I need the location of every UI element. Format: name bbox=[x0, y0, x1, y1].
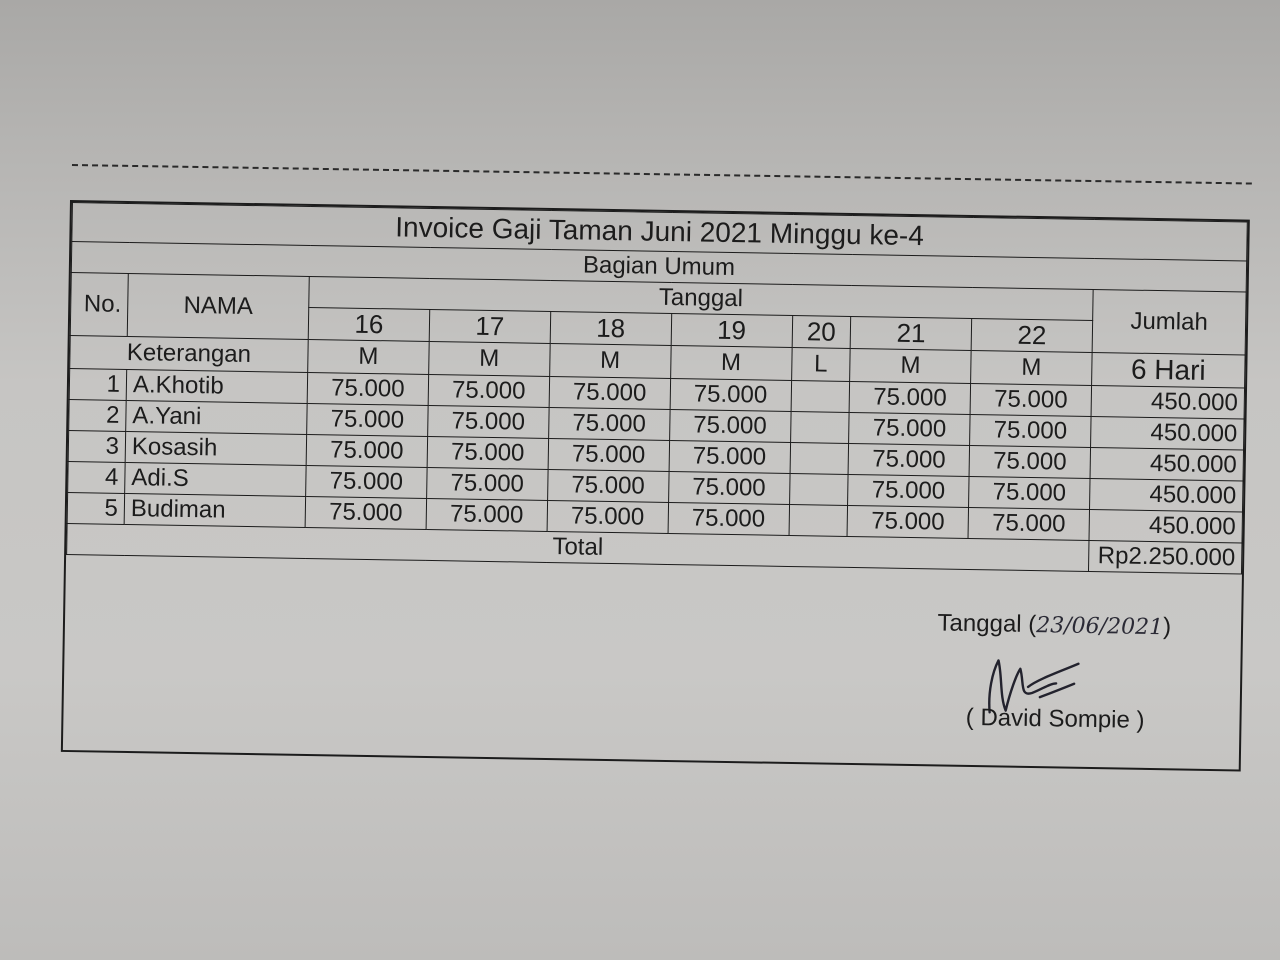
daily-wage: 75.000 bbox=[970, 383, 1091, 416]
day-header: 16 bbox=[308, 307, 429, 341]
invoice-title: Invoice Gaji Taman Juni 2021 Minggu ke-4 bbox=[72, 203, 1247, 261]
daily-wage bbox=[791, 380, 850, 412]
header-keterangan: Keterangan bbox=[70, 336, 309, 373]
daily-wage: 75.000 bbox=[547, 469, 668, 502]
handwritten-date: 23/06/2021 bbox=[1036, 613, 1164, 641]
daily-wage: 75.000 bbox=[970, 414, 1091, 447]
header-nama: NAMA bbox=[127, 273, 309, 339]
day-code: M bbox=[971, 350, 1092, 385]
daily-wage: 75.000 bbox=[305, 496, 426, 529]
department-label: Bagian Umum bbox=[71, 242, 1246, 292]
signature-area bbox=[63, 555, 1241, 732]
daily-wage: 75.000 bbox=[549, 376, 670, 409]
day-code: M bbox=[549, 343, 670, 378]
total-label: Total bbox=[67, 523, 1089, 571]
row-number: 1 bbox=[69, 369, 127, 401]
daily-wage: 75.000 bbox=[307, 372, 428, 405]
signer-name: ( David Sompie ) bbox=[965, 703, 1145, 734]
day-code: M bbox=[850, 348, 971, 383]
invoice-table bbox=[66, 202, 1248, 574]
daily-wage: 75.000 bbox=[306, 434, 427, 467]
tear-line bbox=[72, 164, 1252, 185]
jumlah-hari: 6 Hari bbox=[1092, 352, 1246, 388]
daily-wage: 75.000 bbox=[548, 407, 669, 440]
daily-wage: 75.000 bbox=[669, 440, 790, 473]
day-header: 18 bbox=[550, 311, 671, 345]
row-number: 3 bbox=[68, 431, 126, 463]
daily-wage bbox=[790, 411, 849, 443]
employee-name: Adi.S bbox=[125, 462, 306, 496]
daily-wage bbox=[789, 504, 848, 536]
row-number: 5 bbox=[67, 493, 125, 525]
employee-name: Kosasih bbox=[125, 431, 306, 465]
daily-wage: 75.000 bbox=[847, 505, 968, 538]
daily-wage: 75.000 bbox=[668, 471, 789, 504]
daily-wage: 75.000 bbox=[306, 465, 427, 498]
row-total: 450.000 bbox=[1089, 509, 1242, 543]
daily-wage: 75.000 bbox=[969, 445, 1090, 478]
header-no: No. bbox=[70, 273, 128, 337]
row-total: 450.000 bbox=[1090, 447, 1243, 481]
daily-wage: 75.000 bbox=[548, 438, 669, 471]
daily-wage: 75.000 bbox=[428, 374, 549, 407]
daily-wage: 75.000 bbox=[849, 412, 970, 445]
day-header: 17 bbox=[429, 309, 550, 343]
row-number: 2 bbox=[69, 400, 127, 432]
day-code: L bbox=[791, 347, 850, 381]
daily-wage: 75.000 bbox=[670, 378, 791, 411]
daily-wage: 75.000 bbox=[426, 498, 547, 531]
daily-wage: 75.000 bbox=[427, 436, 548, 469]
employee-name: A.Yani bbox=[126, 400, 307, 434]
day-header: 19 bbox=[671, 313, 792, 347]
daily-wage bbox=[789, 473, 848, 505]
daily-wage: 75.000 bbox=[668, 502, 789, 535]
employee-name: Budiman bbox=[124, 493, 305, 527]
day-header: 22 bbox=[971, 318, 1092, 352]
daily-wage: 75.000 bbox=[848, 474, 969, 507]
day-code: M bbox=[429, 341, 550, 376]
header-jumlah: Jumlah bbox=[1092, 289, 1246, 355]
daily-wage: 75.000 bbox=[968, 507, 1089, 540]
daily-wage: 75.000 bbox=[849, 381, 970, 414]
row-total: 450.000 bbox=[1091, 385, 1244, 419]
daily-wage: 75.000 bbox=[848, 443, 969, 476]
day-header: 20 bbox=[792, 315, 851, 348]
row-total: 450.000 bbox=[1090, 478, 1243, 512]
invoice-form bbox=[61, 200, 1250, 771]
row-total: 450.000 bbox=[1091, 416, 1244, 450]
daily-wage: 75.000 bbox=[547, 500, 668, 533]
employee-name: A.Khotib bbox=[126, 369, 307, 403]
date-close: ) bbox=[1162, 613, 1172, 641]
daily-wage: 75.000 bbox=[669, 409, 790, 442]
daily-wage: 75.000 bbox=[969, 476, 1090, 509]
row-number: 4 bbox=[68, 462, 126, 494]
grand-total: Rp2.250.000 bbox=[1088, 540, 1241, 574]
day-code: M bbox=[670, 345, 791, 380]
day-header: 21 bbox=[850, 316, 971, 350]
signature-date bbox=[937, 609, 1171, 641]
daily-wage bbox=[790, 442, 849, 474]
day-code: M bbox=[308, 339, 429, 374]
daily-wage: 75.000 bbox=[426, 467, 547, 500]
header-tanggal: Tanggal bbox=[309, 276, 1093, 320]
daily-wage: 75.000 bbox=[307, 403, 428, 436]
daily-wage: 75.000 bbox=[428, 405, 549, 438]
date-label: Tanggal ( bbox=[937, 609, 1037, 639]
